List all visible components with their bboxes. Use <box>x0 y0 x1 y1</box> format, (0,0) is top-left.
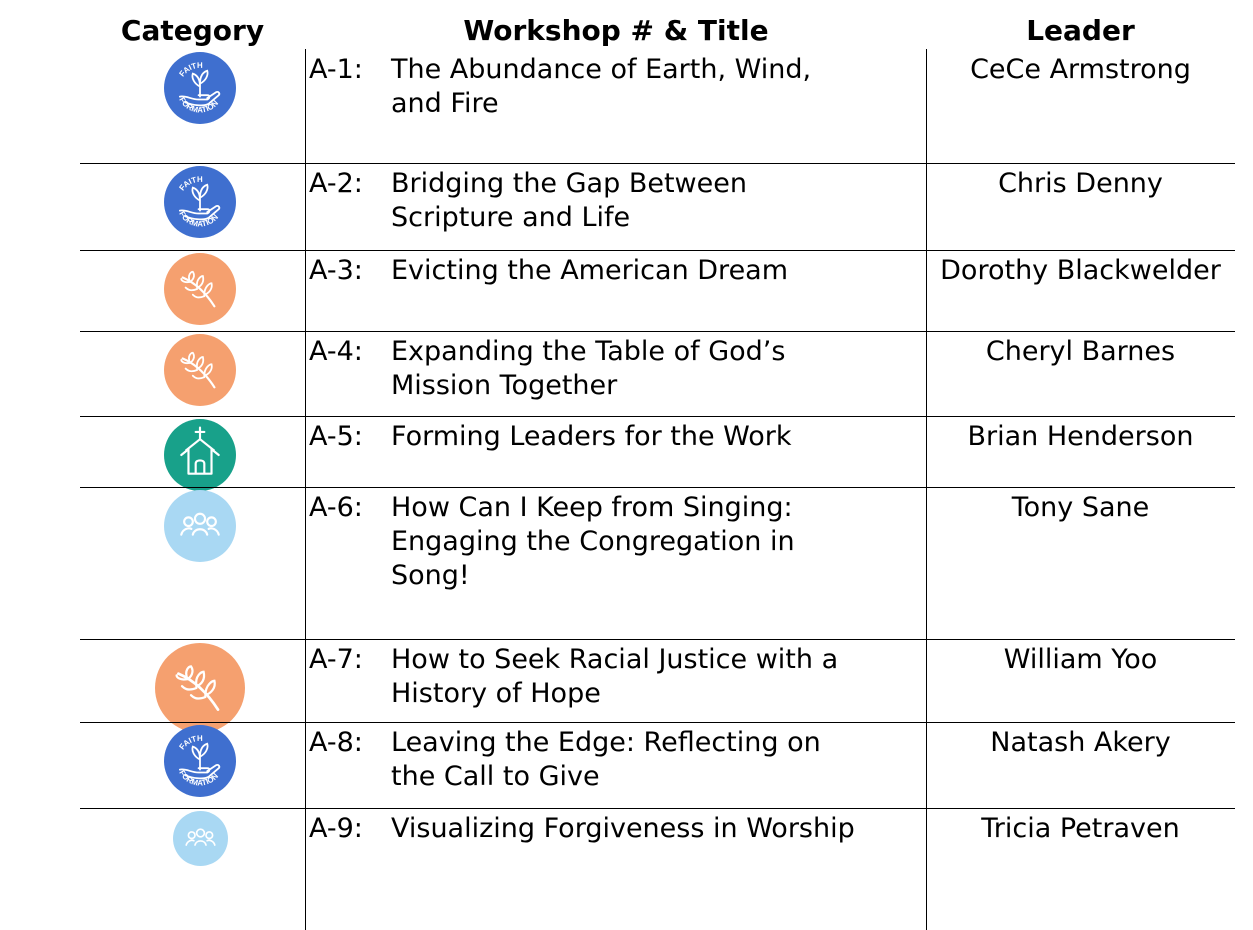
workshop-title <box>309 254 788 288</box>
workshop-leader: Brian Henderson <box>967 421 1194 452</box>
people-category-icon <box>164 490 236 562</box>
workshop-leader: CeCe Armstrong <box>970 54 1191 85</box>
workshop-number: A-3: <box>309 255 363 286</box>
column-divider <box>305 49 306 930</box>
workshop-title-line: the Call to Give <box>391 761 600 792</box>
row-divider <box>80 163 1235 164</box>
row-divider <box>80 639 1235 640</box>
icon-label-faith: FAITH <box>177 174 203 193</box>
workshop-leader: Dorothy Blackwelder <box>940 255 1221 286</box>
row-divider <box>80 808 1235 809</box>
workshop-number: A-8: <box>309 727 363 758</box>
workshop-title-line: Expanding the Table of God’s <box>391 336 786 367</box>
workshop-title-line: Scripture and Life <box>391 202 631 233</box>
workshop-title-line: and Fire <box>391 88 499 119</box>
workshop-title <box>309 53 811 121</box>
workshop-title-line: Mission Together <box>391 370 618 401</box>
workshop-number: A-5: <box>309 421 363 452</box>
workshop-number: A-9: <box>309 813 363 844</box>
workshop-title-line: History of Hope <box>391 678 601 709</box>
faith-formation-category-icon <box>164 52 236 124</box>
workshop-title <box>309 335 785 403</box>
workshop-title <box>309 491 795 593</box>
workshop-leader: Chris Denny <box>998 168 1163 199</box>
header-leader: Leader <box>1026 14 1135 47</box>
workshop-title <box>309 167 747 235</box>
workshop-title-line: The Abundance of Earth, Wind, <box>391 54 812 85</box>
workshop-title <box>309 726 821 794</box>
header-workshop-title: Workshop # & Title <box>463 14 769 47</box>
workshop-title <box>309 812 855 846</box>
icon-label-formation: FORMATION <box>177 209 221 229</box>
row-divider <box>80 416 1235 417</box>
icon-label-faith: FAITH <box>177 60 203 79</box>
column-divider <box>926 49 927 930</box>
workshop-number: A-2: <box>309 168 363 199</box>
icon-label-formation: FORMATION <box>177 95 221 115</box>
workshop-title-line: Bridging the Gap Between <box>391 168 747 199</box>
row-divider <box>80 331 1235 332</box>
workshop-number: A-7: <box>309 644 363 675</box>
workshop-number: A-6: <box>309 492 363 523</box>
workshop-leader: Natash Akery <box>990 727 1171 758</box>
workshop-title-line: Forming Leaders for the Work <box>391 421 792 452</box>
header-category: Category <box>120 14 265 47</box>
faith-formation-category-icon <box>164 725 236 797</box>
icon-label-faith: FAITH <box>177 733 203 752</box>
church-category-icon <box>164 419 236 491</box>
workshop-leader: Tricia Petraven <box>981 813 1180 844</box>
workshop-leader: William Yoo <box>1003 644 1158 675</box>
workshop-number: A-4: <box>309 336 363 367</box>
row-divider <box>80 250 1235 251</box>
workshop-title-line: How Can I Keep from Singing: <box>391 492 793 523</box>
row-divider <box>80 487 1235 488</box>
workshop-title <box>309 643 838 711</box>
workshop-title-line: Evicting the American Dream <box>391 255 789 286</box>
faith-formation-category-icon <box>164 166 236 238</box>
workshop-title-line: How to Seek Racial Justice with a <box>391 644 839 675</box>
row-divider <box>80 722 1235 723</box>
workshop-title-line: Visualizing Forgiveness in Worship <box>391 813 855 844</box>
workshop-leader: Cheryl Barnes <box>985 336 1176 367</box>
leaf-category-icon <box>164 253 236 325</box>
workshop-title-line: Song! <box>391 560 470 591</box>
icon-label-formation: FORMATION <box>177 768 221 788</box>
workshop-leader: Tony Sane <box>1011 492 1150 523</box>
workshop-title <box>309 420 792 454</box>
workshop-number: A-1: <box>309 54 363 85</box>
leaf-category-icon <box>155 643 245 733</box>
workshop-title-line: Engaging the Congregation in <box>391 526 795 557</box>
workshop-title-line: Leaving the Edge: Reflecting on <box>391 727 821 758</box>
people-category-icon <box>173 811 228 866</box>
leaf-category-icon <box>164 334 236 406</box>
